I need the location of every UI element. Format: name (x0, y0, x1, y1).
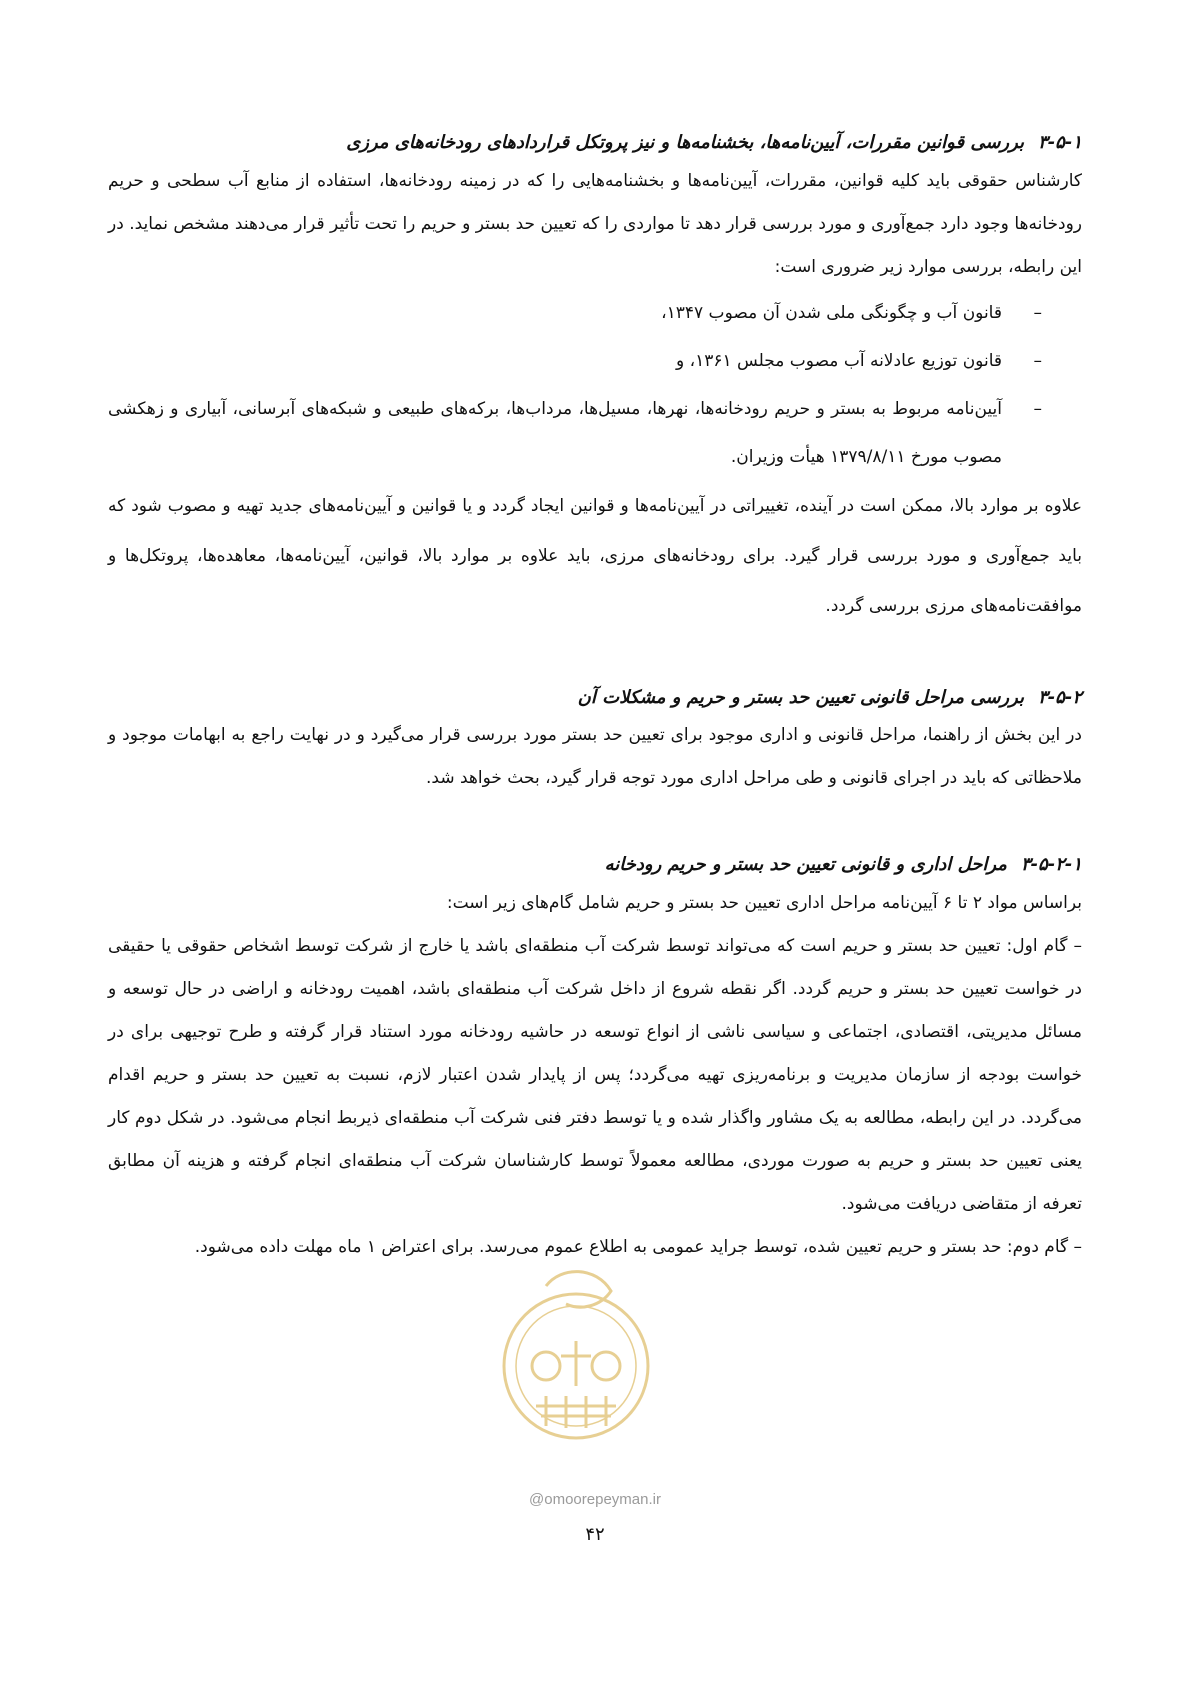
paragraph: براساس مواد ۲ تا ۶ آیین‌نامه مراحل اداری تعیین حد بستر و حریم شامل گام‌های زیر است: (446, 892, 1082, 913)
dash-bullet-icon: – (1033, 302, 1042, 323)
section-title: مراحل اداری و قانونی تعیین حد بستر و حریم رودخانه (604, 854, 1007, 876)
paragraph: کارشناس حقوقی باید کلیه قوانین، مقررات، آیین‌نامه‌ها و بخشنامه‌هایی را که در زمینه رودخانه‌ها، استفاده از منابع آب سطحی و حریم رودخانه‌ها وجود دارد جمع‌آوری و مورد بررسی قرار دهد تا مواردی را که تعیین حد بستر و حریم را تحت تأثیر قرار می‌دهند مشخص نماید. در این رابطه، بررسی موارد زیر ضروری است: (108, 170, 1082, 277)
section-title: بررسی مراحل قانونی تعیین حد بستر و حریم و مشکلات آن (577, 686, 1025, 708)
section-number: ۳-۵-۲-۱ (1020, 854, 1082, 876)
page-number: ۴۲ (585, 1524, 605, 1545)
paragraph: در این بخش از راهنما، مراحل قانونی و اداری موجود برای تعیین حد بستر مورد بررسی قرار می‌گیرد و در نهایت راجع به ابهامات موجود و ملاحظاتی که باید در اجرای قانونی و طی مراحل اداری مورد توجه قرار گیرد، بحث خواهد شد. (108, 725, 1082, 789)
paragraph: علاوه بر موارد بالا، ممکن است در آینده، تغییراتی در آیین‌نامه‌ها و قوانین ایجاد گردد و یا قوانین و آیین‌نامه‌های جدید تهیه و مصوب شود که باید جمع‌آوری و مورد بررسی قرار گیرد. برای رودخانه‌های مرزی، باید علاوه بر موارد بالا، قوانین، آیین‌نامه‌ها، معاهده‌ها، پروتکل‌ها و موافقت‌نامه‌های مرزی بررسی گردد. (108, 495, 1082, 616)
section-title: بررسی قوانین مقررات، آیین‌نامه‌ها، بخشنامه‌ها و نیز پروتکل قراردادهای رودخانه‌های مرزی (346, 132, 1025, 153)
dash-bullet-icon: – (1033, 350, 1042, 371)
list-item-text: قانون توزیع عادلانه آب مصوب مجلس ۱۳۶۱، و (675, 350, 1002, 371)
subsection-heading (108, 854, 1082, 876)
section-number: ۳-۵-۱ (1038, 132, 1082, 153)
list-item (108, 289, 1042, 337)
section-heading (108, 132, 1082, 154)
list-item (108, 337, 1042, 385)
paragraph-step-1: – گام اول: تعیین حد بستر و حریم است که می‌تواند توسط شرکت آب منطقه‌ای باشد یا خارج از شرکت توسط اشخاص حقوقی یا حقیقی در خواست تعیین حد بستر و حریم گردد. اگر نقطه شروع از داخل شرکت آب منطقه‌ای باشد، اهمیت رودخانه و اراضی در حال توسعه و مسائل مدیریتی، اقتصادی، اجتماعی و سیاسی ناشی از انواع توسعه در حاشیه رودخانه مورد استناد قرار گرفته و طرح توجیهی برای در خواست بودجه از سازمان مدیریت و برنامه‌ریزی تهیه می‌گردد؛ پس از پایدار شدن اعتبار لازم، نسبت به تعیین حد بستر و حریم اقدام می‌گردد. در این رابطه، مطالعه به یک مشاور واگذار شده و یا توسط دفتر فنی شرکت آب منطقه‌ای ذیربط انجام می‌شود. در شکل دوم کار یعنی تعیین حد بستر و حریم به صورت موردی، مطالعه معمولاً توسط کارشناسان شرکت آب منطقه‌ای انجام گرفته و هزینه آن مطابق تعرفه از متقاضی دریافت می‌شود. (108, 935, 1082, 1214)
watermark-url: @omoorepeyman.ir (529, 1491, 661, 1508)
paragraph-step-2: – گام دوم: حد بستر و حریم تعیین شده، توسط جراید عمومی به اطلاع عموم می‌رسد. برای اعتراض ۱ ماه مهلت داده می‌شود. (194, 1236, 1082, 1257)
dash-bullet-icon: – (1033, 398, 1042, 419)
list-item (108, 385, 1042, 481)
list-item-text: قانون آب و چگونگی ملی شدن آن مصوب ۱۳۴۷، (661, 302, 1002, 323)
list-item-text: آیین‌نامه مربوط به بستر و حریم رودخانه‌ها، نهرها، مسیل‌ها، مرداب‌ها، برکه‌های طبیعی و شبکه‌های آبرسانی، آبیاری و زهکشی مصوب مورخ ۱۳۷۹/۸/۱۱ هیأت وزیران. (108, 398, 1002, 467)
section-heading (108, 687, 1082, 709)
seal-watermark-icon (486, 1256, 666, 1456)
document-page (108, 120, 1082, 1269)
section-number: ۳-۵-۲ (1038, 686, 1082, 708)
bullet-list (108, 289, 1082, 481)
